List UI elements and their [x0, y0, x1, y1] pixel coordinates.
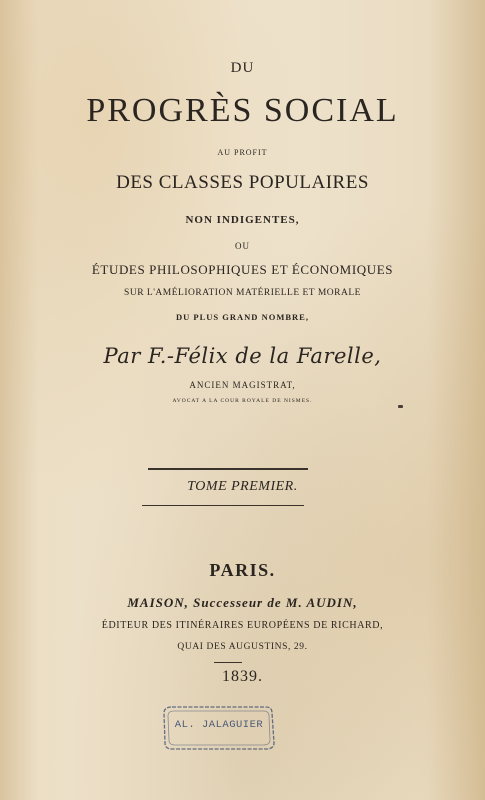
ink-mark [398, 405, 403, 408]
divider-year [214, 662, 242, 663]
subtitle-classes: DES CLASSES POPULAIRES [116, 172, 369, 193]
subtitle-ou: OU [235, 241, 250, 251]
book-title: PROGRÈS SOCIAL [86, 92, 399, 129]
imprint-publisher: MAISON, Successeur de M. AUDIN, [127, 595, 358, 610]
subtitle-grand-nombre: DU PLUS GRAND NOMBRE, [176, 312, 309, 322]
imprint-city: PARIS. [209, 560, 276, 580]
library-stamp [162, 703, 276, 753]
subtitle-au-profit: AU PROFIT [217, 148, 268, 157]
title-prefix: DU [230, 60, 255, 76]
author-title: ANCIEN MAGISTRAT, [189, 380, 296, 390]
subtitle-amelioration: SUR L'AMÉLIORATION MATÉRIELLE ET MORALE [124, 288, 361, 298]
divider-top [148, 468, 308, 470]
divider-bottom [142, 505, 304, 506]
imprint-address: QUAI DES AUGUSTINS, 29. [177, 642, 308, 652]
stamp-text: AL. JALAGUIER [174, 719, 264, 731]
volume-label: TOME PREMIER. [187, 479, 298, 494]
imprint-editeur: ÉDITEUR DES ITINÉRAIRES EUROPÉENS DE RICHARD, [101, 620, 384, 631]
author-credentials: AVOCAT A LA COUR ROYALE DE NISMES. [172, 398, 313, 404]
imprint-year: 1839. [222, 668, 263, 685]
author-line: Par F.-Félix de la Farelle, [103, 344, 382, 368]
subtitle-non-indigentes: NON INDIGENTES, [185, 214, 300, 226]
subtitle-etudes: ÉTUDES PHILOSOPHIQUES ET ÉCONOMIQUES [91, 262, 394, 277]
